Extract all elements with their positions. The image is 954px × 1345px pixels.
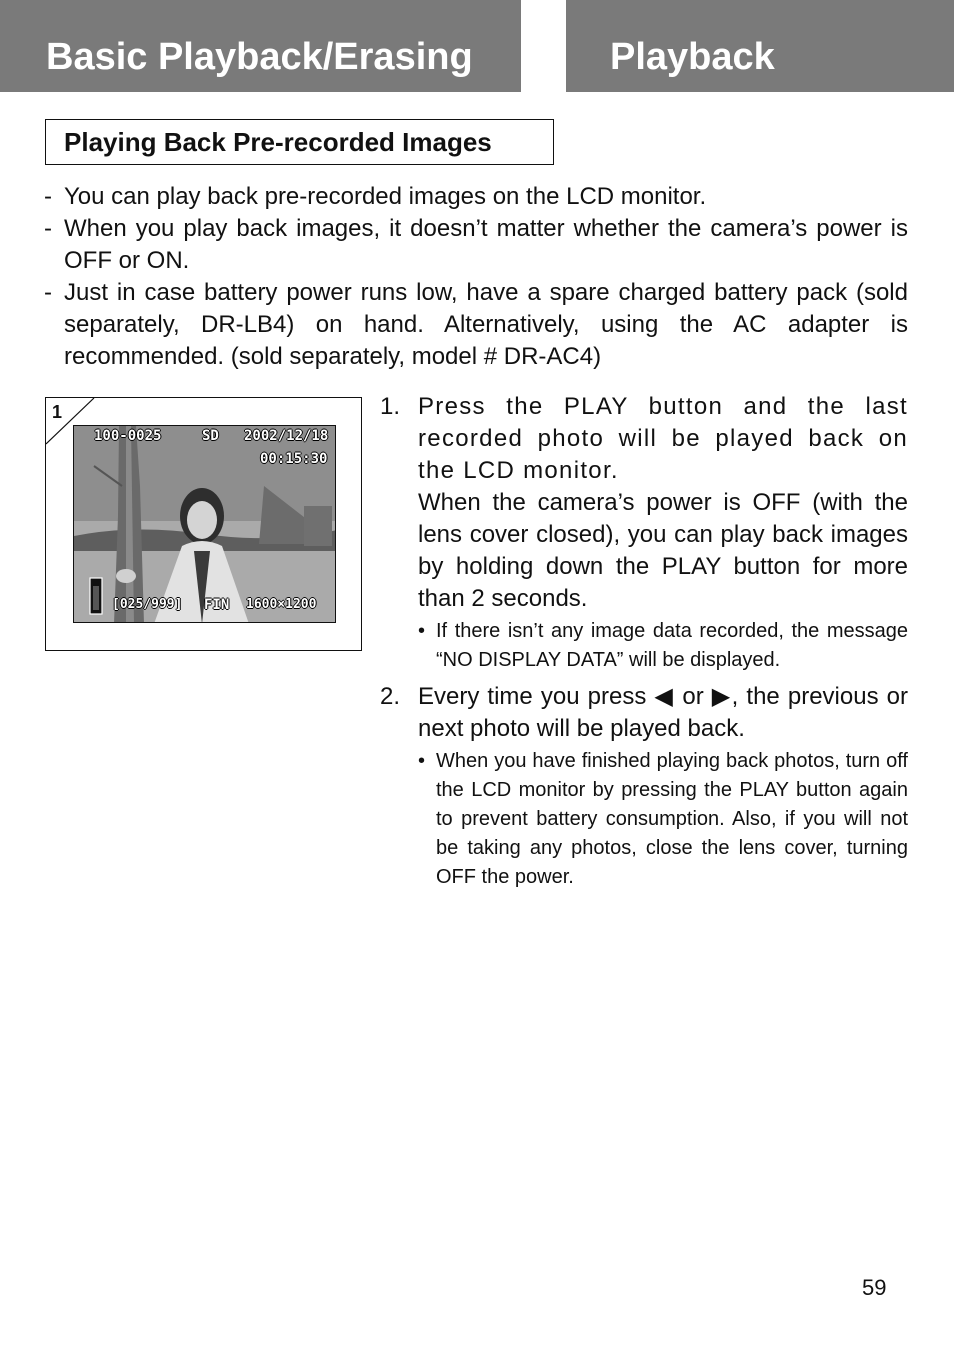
steps-list bbox=[380, 391, 908, 892]
lcd-quality: FIN bbox=[204, 597, 230, 613]
step-note: • If there isn’t any image data recorded, the message “NO DISPLAY DATA” will be displayed. bbox=[418, 617, 908, 675]
figure-1 bbox=[45, 397, 362, 651]
section-header-title: Playback bbox=[610, 36, 775, 78]
intro-list bbox=[44, 181, 908, 373]
intro-item: - You can play back pre-recorded images on the LCD monitor. bbox=[44, 181, 908, 213]
step-text-continued: When the camera’s power is OFF (with the lens cover closed), you can play back images by holding down the PLAY button for more than 2 seconds. bbox=[418, 489, 908, 612]
step-number: 2. bbox=[380, 683, 401, 710]
step-text: Press the PLAY button and the last recorded photo will be played back on the LCD monitor. bbox=[418, 393, 908, 484]
step-number: 1. bbox=[380, 393, 401, 420]
lcd-date: 2002/12/18 bbox=[244, 428, 329, 444]
step-note: • When you have finished playing back photos, turn off the LCD monitor by pressing the PLAY button again to prevent battery consumption. Also, if you will not be taking any photos, close the lens cover, turning OFF the power. bbox=[418, 747, 908, 892]
step-2 bbox=[380, 681, 908, 892]
step-1 bbox=[380, 391, 908, 675]
section-title: Playing Back Pre-recorded Images bbox=[45, 119, 554, 165]
lcd-time: 00:15:30 bbox=[260, 451, 328, 467]
step-text: Every time you press ◀ or ▶, the previous or next photo will be played back. bbox=[418, 683, 908, 742]
lcd-screen bbox=[73, 425, 336, 623]
lcd-frame-count: [025/999] bbox=[112, 597, 183, 612]
header-right-bar bbox=[566, 0, 954, 92]
lcd-resolution: 1600×1200 bbox=[246, 597, 317, 612]
page-number: 59 bbox=[862, 1275, 887, 1300]
header-left-bar bbox=[0, 0, 521, 92]
lcd-media: SD bbox=[202, 428, 219, 444]
chapter-title: Basic Playback/Erasing bbox=[46, 36, 473, 78]
figure-number: 1 bbox=[52, 402, 63, 422]
intro-item: - Just in case battery power runs low, have a spare charged battery pack (sold separately, DR-LB4) on hand. Alternatively, using the AC adapter is recommended. (sold separately, model # DR-AC4) bbox=[44, 277, 908, 373]
lcd-file-number: 100-0025 bbox=[94, 428, 162, 444]
intro-item: - When you play back images, it doesn’t matter whether the camera’s power is OFF or ON. bbox=[44, 213, 908, 277]
